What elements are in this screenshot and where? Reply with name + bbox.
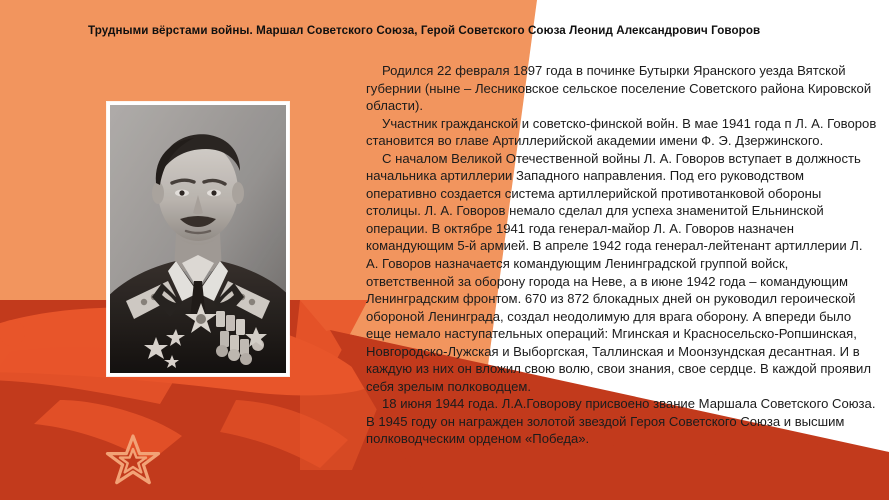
biography-text (366, 62, 878, 448)
paragraph-3: С началом Великой Отечественной войны Л. А. Говоров вступает в должность начальника артиллерии Западного направления. Под его руководством оперативно создается система артиллерийской противотанковой обороны столицы. Л. А. Говоров немало сделал для успеха знаменитой Ельнинской операции. В октябре 1941 года генерал-майор Л. А. Говоров назначен командующим 5-й армией. В апреле 1942 года генерал-лейтенант артиллерии Л. А. Говоров назначается командующим Ленинградской группой войск, ответственной за оборону города на Неве, а в июне 1942 года – командующим Ленинградским фронтом. 670 из 872 блокадных дней он руководил героической обороной Ленинграда, создал неодолимую для врага оборону. А впереди было еще немало наступательных операций: Мгинская и Красносельско-Ропшинская, Новгородско-Лужская и Выборгская, Таллинская и Моонзундская десантная. И в каждую из них он вложил свою волю, свои знания, свое сердце. В каждой проявил себя зрелым полководцем. (366, 150, 871, 394)
portrait-photo (110, 105, 286, 373)
portrait-frame (107, 102, 289, 376)
paragraph-2: Участник гражданской и советско-финской войн. В мае 1941 года п Л. А. Говоров становится во главе Артиллерийской академии имени Ф. Э. Дзержинского. (366, 115, 877, 149)
paragraph-1: Родился 22 февраля 1897 года в починке Бутырки Яранского уезда Вятской губернии (ныне – Лесниковское сельское поселение Советского района Кировской области). (366, 63, 872, 114)
paragraph-4: 18 июня 1944 года. Л.А.Говорову присвоено звание Маршала Советского Союза. В 1945 году он награжден золотой звездой Героя Советского Союза и высшим полководческим орденом «Победа». (366, 396, 876, 447)
page-title: Трудными вёрстами войны. Маршал Советского Союза, Герой Советского Союза Леонид Александрович Говоров (88, 24, 761, 37)
